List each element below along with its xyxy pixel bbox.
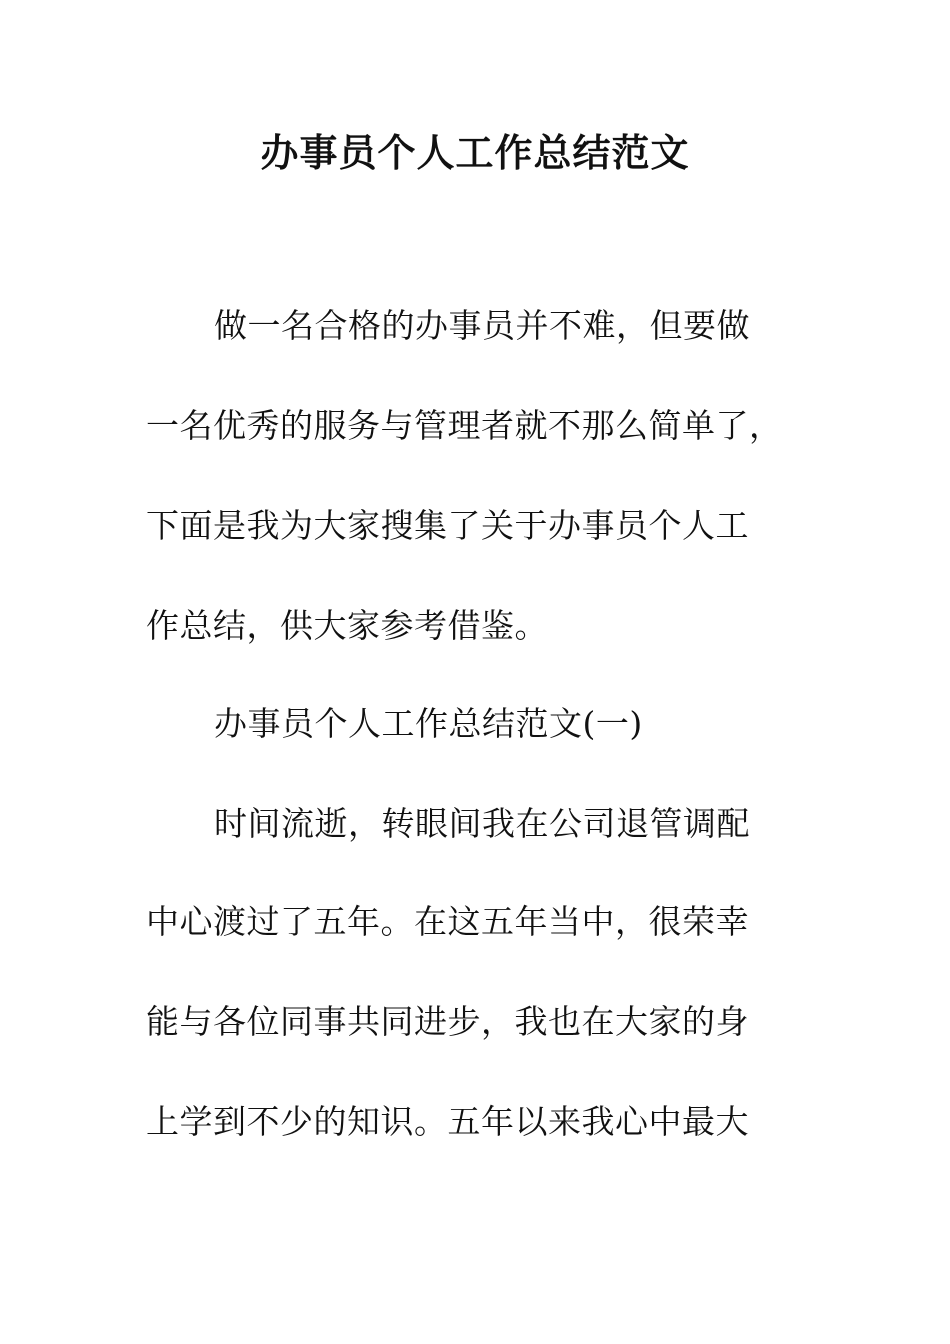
paragraph-line: 作总结，供大家参考借鉴。 <box>146 606 548 645</box>
paragraph-line: 中心渡过了五年。在这五年当中，很荣幸 <box>146 902 749 941</box>
document-title: 办事员个人工作总结范文 <box>260 130 690 175</box>
paragraph-line: 上学到不少的知识。五年以来我心中最大 <box>146 1102 749 1141</box>
section-heading: 办事员个人工作总结范文(一) <box>214 704 643 743</box>
paragraph-line: 能与各位同事共同进步，我也在大家的身 <box>146 1002 749 1041</box>
paragraph-line: 时间流逝，转眼间我在公司退管调配 <box>214 804 750 843</box>
paragraph-line: 做一名合格的办事员并不难，但要做 <box>214 306 750 345</box>
paragraph-line: 下面是我为大家搜集了关于办事员个人工 <box>146 506 749 545</box>
paragraph-line: 一名优秀的服务与管理者就不那么简单了， <box>146 406 783 445</box>
